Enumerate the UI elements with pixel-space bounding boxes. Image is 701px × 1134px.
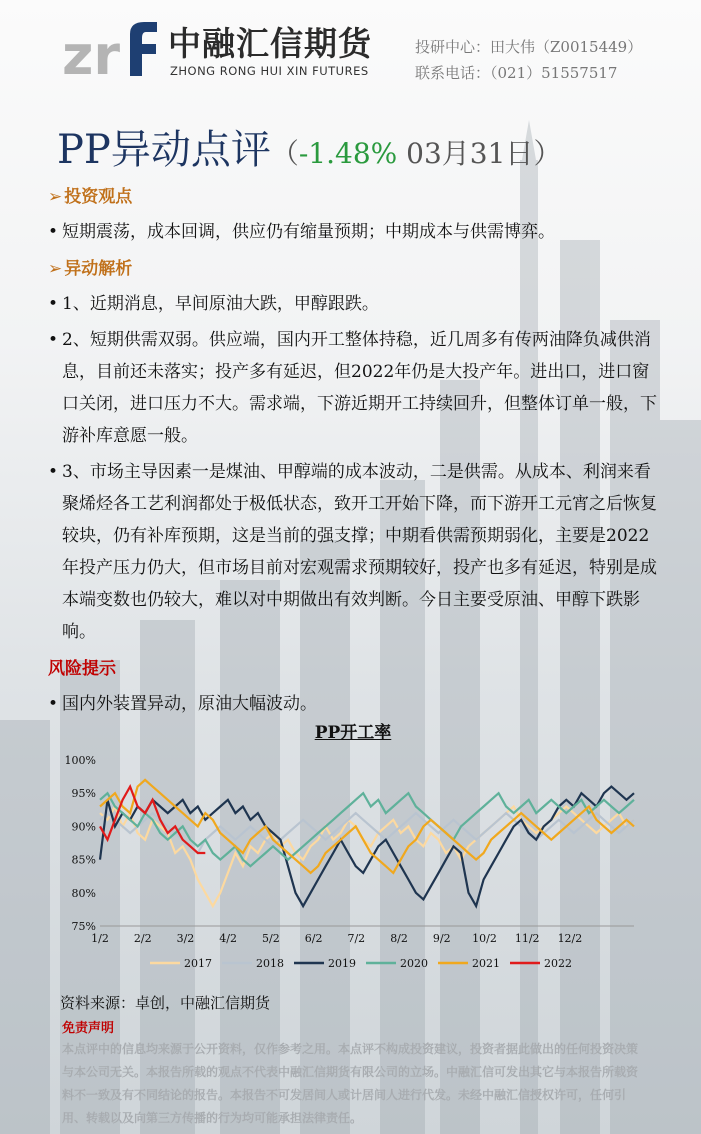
x-tick-label: 9/2 [432,932,451,945]
x-tick-label: 4/2 [219,932,238,945]
contact-researcher: 投研中心：田大伟（Z0015449） [415,38,643,56]
view-item: • 短期震荡，成本回调，供应仍有缩量预期；中期成本与供需博弈。 [48,222,555,242]
disclaimer-title: 免责声明 [62,1021,115,1036]
x-tick-label: 3/2 [176,932,195,945]
title-date: 03月31日 [397,137,534,170]
x-tick-label: 7/2 [347,932,366,945]
svg-text:zr: zr [62,24,121,84]
report-content [48,180,658,724]
contact-phone: 联系电话：（021）51557517 [415,64,618,82]
title-change-pct: -1.48% [298,137,398,170]
analysis-item-1: • 1、近期消息，早间原油大跌，甲醇跟跌。 [48,294,379,314]
data-source: 资料来源：卓创，中融汇信期货 [60,994,271,1012]
page-title [57,118,561,175]
title-paren-close: ） [533,137,562,170]
series-line-2021 [100,780,634,873]
analysis-item-3: • 3、市场主导因素一是煤油、甲醇端的成本波动，二是供需。从成本、利润来看聚烯烃各工艺利润都处于极低状态，致开工开始下降，而下游开工元宵之后恢复较块，仍有补库预期，这是当前的强支撑；中期看供需预期弱化，主要是2022年投产压力仍大，但市场目前对宏观需求预期较好，投产也多有延迟，特别是成本端变数也仍较大，难以对中期做出有效判断。今日主要受原油、甲醇下跌影响。 [48,462,657,642]
title-main: PP异动点评 [57,127,271,173]
chart-title: PP开工率 [314,723,392,743]
x-tick-label: 8/2 [390,932,408,945]
utilization-chart [58,718,648,980]
section-heading-view: ➢ 投资观点 [48,180,658,214]
y-tick-label: 80% [71,886,96,900]
legend-label: 2017 [184,957,212,970]
series-line-2020 [100,793,634,866]
legend-label: 2022 [544,957,572,970]
y-tick-label: 85% [71,853,96,867]
legend-label: 2019 [328,957,356,970]
y-tick-label: 100% [64,754,96,767]
company-logo-icon [62,14,162,84]
analysis-item-2: • 2、短期供需双弱。供应端，国内开工整体持稳，近几周多有传两油降负减供消息，目前还未落实；投产多有延迟，但2022年仍是大投产年。进出口，进口窗口关闭，进口压力不大。需求端，下游近期开工持续回升，但整体订单一般，下游补库意愿一般。 [48,330,657,446]
x-tick-label: 5/2 [262,932,280,945]
contact-info [415,34,642,86]
legend-label: 2020 [400,957,428,970]
series-line-2017 [100,807,634,907]
y-tick-label: 90% [71,820,96,834]
x-tick-label: 6/2 [304,932,323,945]
legend-label: 2018 [256,957,284,970]
company-name-cn: 中融汇信期货 [168,24,372,63]
x-tick-label: 10/2 [472,932,497,945]
section-heading-risk: 风险提示 [48,659,116,679]
y-tick-label: 75% [71,920,96,933]
header [0,0,701,110]
chart-svg [58,718,648,980]
disclaimer-text: 本点评中的信息均来源于公开资料，仅作参考之用。本点评不构成投资建议，投资者据此做出的任何投资决策与本公司无关。本报告所载的观点不代表中融汇信期货有限公司的立场。中融汇信可发出其它与本报告所载资料不一致及有不同结论的报告。本报告不可发居间人或计居间人进行代发。未经中融汇信授权许可，任何引用、转载以及向第三方传播的行为均可能承担法律责任。 [62,1042,639,1125]
legend-label: 2021 [472,957,500,970]
arrow-icon: ➢ [48,187,63,207]
y-tick-label: 95% [71,787,96,801]
x-tick-label: 12/2 [557,932,583,945]
risk-item: • 国内外装置异动，原油大幅波动。 [48,694,317,714]
section-heading-analysis: ➢ 异动解析 [48,252,658,286]
x-tick-label: 11/2 [514,932,540,945]
company-name-en: ZHONG RONG HUI XIN FUTURES [170,64,369,78]
arrow-icon: ➢ [48,259,63,279]
x-tick-label: 2/2 [133,932,152,945]
x-tick-label: 1/2 [91,932,109,945]
title-paren-open: （ [270,137,299,170]
